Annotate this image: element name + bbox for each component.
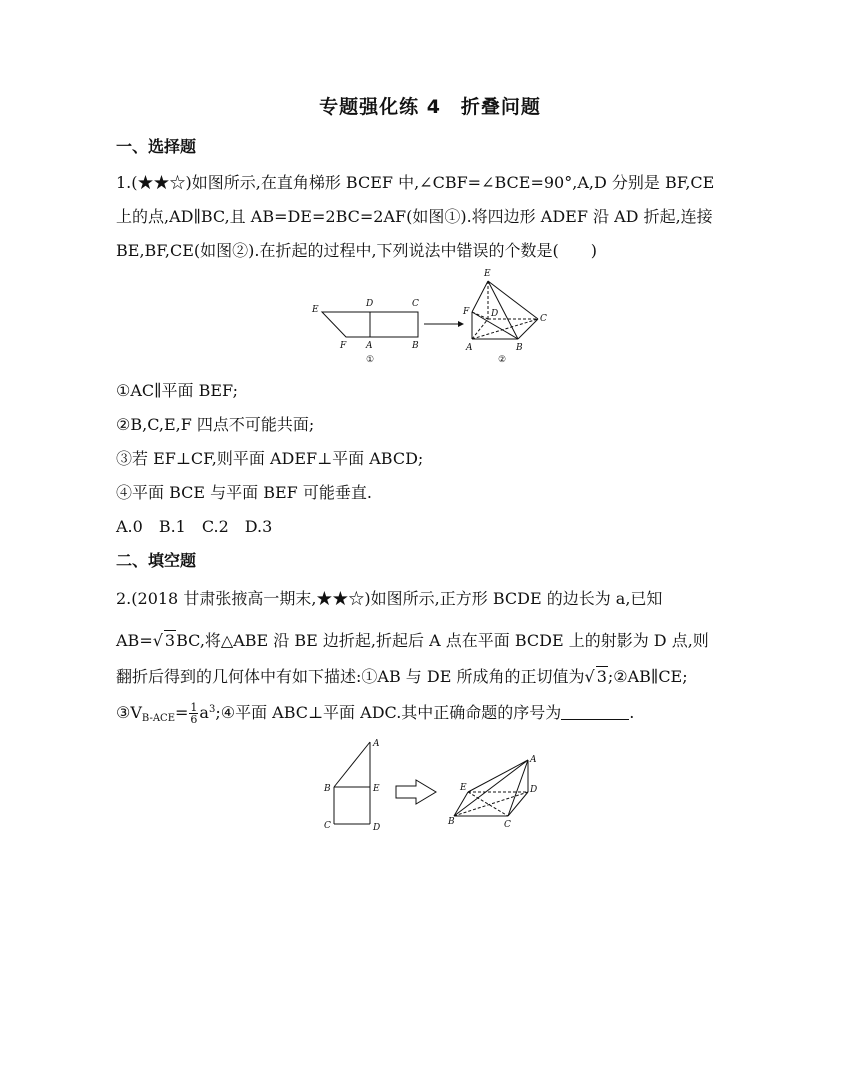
fig2-caption: ② [498, 355, 507, 365]
figL-label-E: E [373, 784, 380, 794]
fig1-label-B: B [412, 341, 419, 351]
q2-l4-text-b: a [199, 703, 209, 722]
fig1-label-F: F [340, 341, 347, 351]
fold-arrow [424, 321, 464, 327]
q1-figure [300, 266, 560, 370]
page-title: 专题强化练 4 折叠问题 [319, 96, 541, 118]
fig1-label-E: E [312, 305, 319, 315]
q2-l4-eq: = [175, 703, 189, 722]
q1-statement-1: ①AC∥平面 BEF; [116, 381, 238, 400]
q2-l3-text-b: ;②AB∥CE; [607, 667, 688, 686]
figL-label-B: B [324, 784, 331, 794]
sqrt-radicand: 3 [596, 667, 607, 686]
figR-label-C: C [504, 820, 511, 830]
fig2-label-D: D [491, 309, 499, 319]
q2-line-3 [116, 664, 688, 687]
q2-figure [318, 734, 554, 834]
q2-line-1: 2.(2018 甘肃张掖高一期末,★★☆)如图所示,正方形 BCDE 的边长为 a,已知 [116, 589, 663, 608]
volume-subscript: B-ACE [141, 713, 175, 724]
figure-left-flat [323, 739, 380, 833]
q2-l2-text-a: AB= [116, 631, 153, 650]
fig2-label-C: C [540, 314, 547, 324]
figL-label-D: D [373, 823, 381, 833]
q1-statement-2: ②B,C,E,F 四点不可能共面; [116, 415, 315, 434]
q2-l4-text-a: ③V [116, 703, 142, 722]
figR-label-E: E [460, 783, 467, 793]
sqrt-radicand: 3 [164, 631, 176, 650]
fraction-numerator: 1 [190, 701, 198, 714]
fig1-label-D: D [366, 299, 374, 309]
q1-line-1: 1.(★★☆)如图所示,在直角梯形 BCEF 中,∠CBF=∠BCE=90°,A,D 分别是 BF,CE [116, 173, 715, 192]
figR-label-B: B [448, 817, 455, 827]
fraction [189, 702, 198, 725]
fig2-label-A: A [466, 343, 473, 353]
fig1-caption: ① [366, 355, 375, 365]
figure-1-trapezoid [311, 299, 419, 365]
fig1-label-C: C [412, 299, 419, 309]
answer-blank[interactable] [561, 705, 629, 720]
figure-2-folded [462, 269, 547, 365]
q2-l4-end: . [629, 703, 635, 722]
section-heading-fill: 二、填空题 [116, 551, 197, 570]
cube-exponent: 3 [208, 704, 216, 715]
q2-l2-text-b: BC,将△ABE 沿 BE 边折起,折起后 A 点在平面 BCDE 上的射影为 D 点,则 [176, 631, 709, 650]
figL-label-C: C [324, 821, 331, 831]
q1-line-3: BE,BF,CE(如图②).在折起的过程中,下列说法中错误的个数是( ) [116, 241, 598, 260]
fig1-label-A: A [366, 341, 373, 351]
q1-line-2: 上的点,AD∥BC,且 AB=DE=2BC=2AF(如图①).将四边形 ADEF 沿 AD 折起,连接 [116, 207, 713, 226]
q2-l3-text-a: 翻折后得到的几何体中有如下描述:①AB 与 DE 所成角的正切值为 [116, 667, 585, 686]
q1-statement-4: ④平面 BCE 与平面 BEF 可能垂直. [116, 483, 372, 502]
section-heading-choice: 一、选择题 [116, 137, 197, 156]
hollow-arrow [396, 780, 436, 804]
figL-label-A: A [373, 739, 380, 749]
q2-l4-text-c: ;④平面 ABC⊥平面 ADC.其中正确命题的序号为 [215, 703, 562, 722]
q1-statement-3: ③若 EF⊥CF,则平面 ADEF⊥平面 ABCD; [116, 449, 424, 468]
q2-line-2 [116, 628, 709, 651]
fraction-denominator: 6 [190, 713, 198, 726]
fig2-label-F: F [463, 307, 470, 317]
figure-right-folded [447, 755, 537, 830]
q2-line-4 [116, 700, 634, 725]
figR-label-A: A [530, 755, 537, 765]
fig2-label-E: E [484, 269, 491, 279]
figR-label-D: D [530, 785, 538, 795]
q1-options: A.0 B.1 C.2 D.3 [116, 517, 273, 536]
fig2-label-B: B [516, 343, 523, 353]
sqrt-symbol: √ 3 [584, 667, 607, 686]
sqrt-symbol: √ 3 [152, 631, 176, 650]
